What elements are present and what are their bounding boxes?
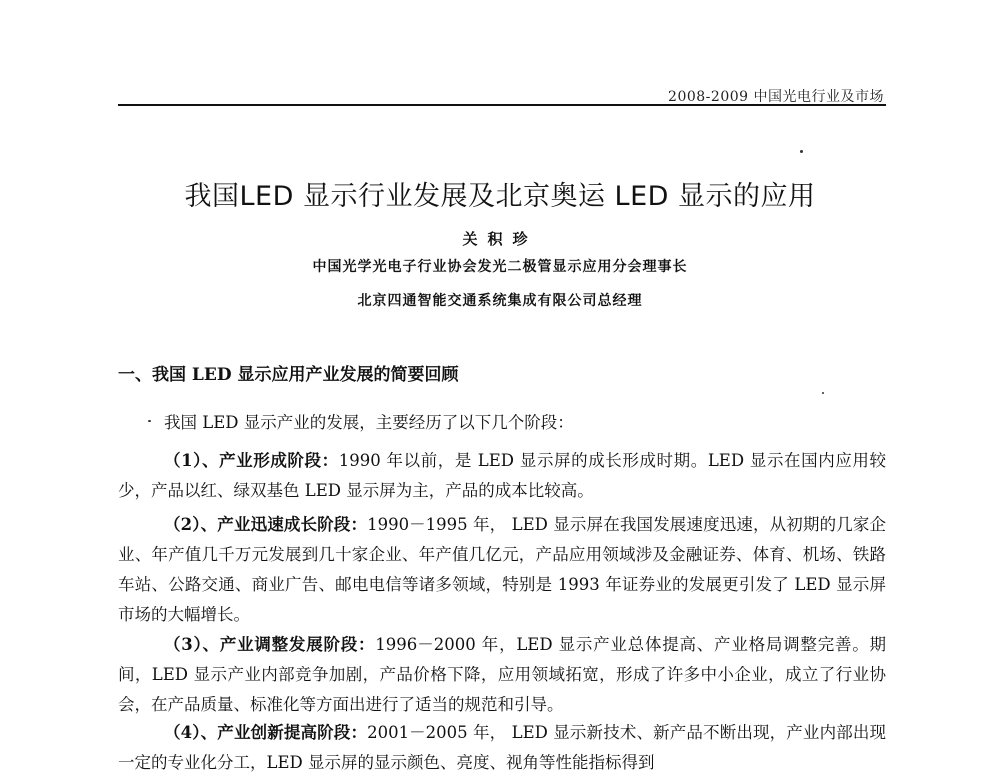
scan-speck (800, 150, 803, 153)
author-affiliation-2: 北京四通智能交通系统集成有限公司总经理 (357, 293, 643, 309)
stage-text-1: 1990 年以前，是 LED 显示屏的成长形成时期。LED 显示在国内应用较少，产品以红、绿双基色 LED 显示屏为主，产品的成本比较高。 (118, 451, 887, 500)
header-rule (118, 104, 886, 106)
section-heading: 一、我国 LED 显示应用产业发展的简要回顾 (118, 365, 459, 385)
intro-paragraph: 我国 LED 显示产业的发展，主要经历了以下几个阶段： (164, 413, 574, 432)
stage-label-4: （4）、产业创新提高阶段： (164, 723, 368, 742)
stage-label-3: （3）、产业调整发展阶段： (164, 635, 376, 654)
author-name: 关积珍 (462, 230, 538, 248)
scan-speck (148, 420, 151, 422)
stage-text-3: 1996－2000 年，LED 显示产业总体提高、产业格局调整完善。期间，LED 显示产业内部竞争加剧，产品价格下降，应用领域拓宽，形成了许多中小企业，成立了行业协会，在产品质量、标准化等方面出进行了适当的规范和引导。 (118, 635, 887, 714)
scan-speck (822, 392, 824, 394)
stage-label-2: （2）、产业迅速成长阶段： (164, 515, 368, 534)
author-affiliation-1: 中国光学光电子行业协会发光二极管显示应用分会理事长 (312, 259, 688, 275)
article-title: 我国LED 显示行业发展及北京奥运 LED 显示的应用 (184, 181, 816, 213)
stage-paragraph-1 (118, 446, 886, 506)
stage-paragraph-2 (118, 510, 886, 630)
running-header: 2008-2009 中国光电行业及市场 (668, 89, 884, 105)
stage-text-4: 2001－2005 年， LED 显示新技术、新产品不断出现，产业内部出现一定的专业化分工，LED 显示屏的显示颜色、亮度、视角等性能指标得到 (118, 723, 887, 772)
stage-paragraph-3 (118, 630, 886, 720)
stage-label-1: （1）、产业形成阶段： (164, 451, 339, 470)
stage-text-2: 1990－1995 年， LED 显示屏在我国发展速度迅速，从初期的几家企业、年产值几千万元发展到几十家企业、年产值几亿元，产品应用领域涉及金融证券、体育、机场、铁路车站、公路交通、商业广告、邮电电信等诸多领域，特别是 1993 年证券业的发展更引发了 LED 显示屏市场的大幅增长。 (118, 515, 887, 624)
stage-paragraph-4 (118, 718, 886, 778)
